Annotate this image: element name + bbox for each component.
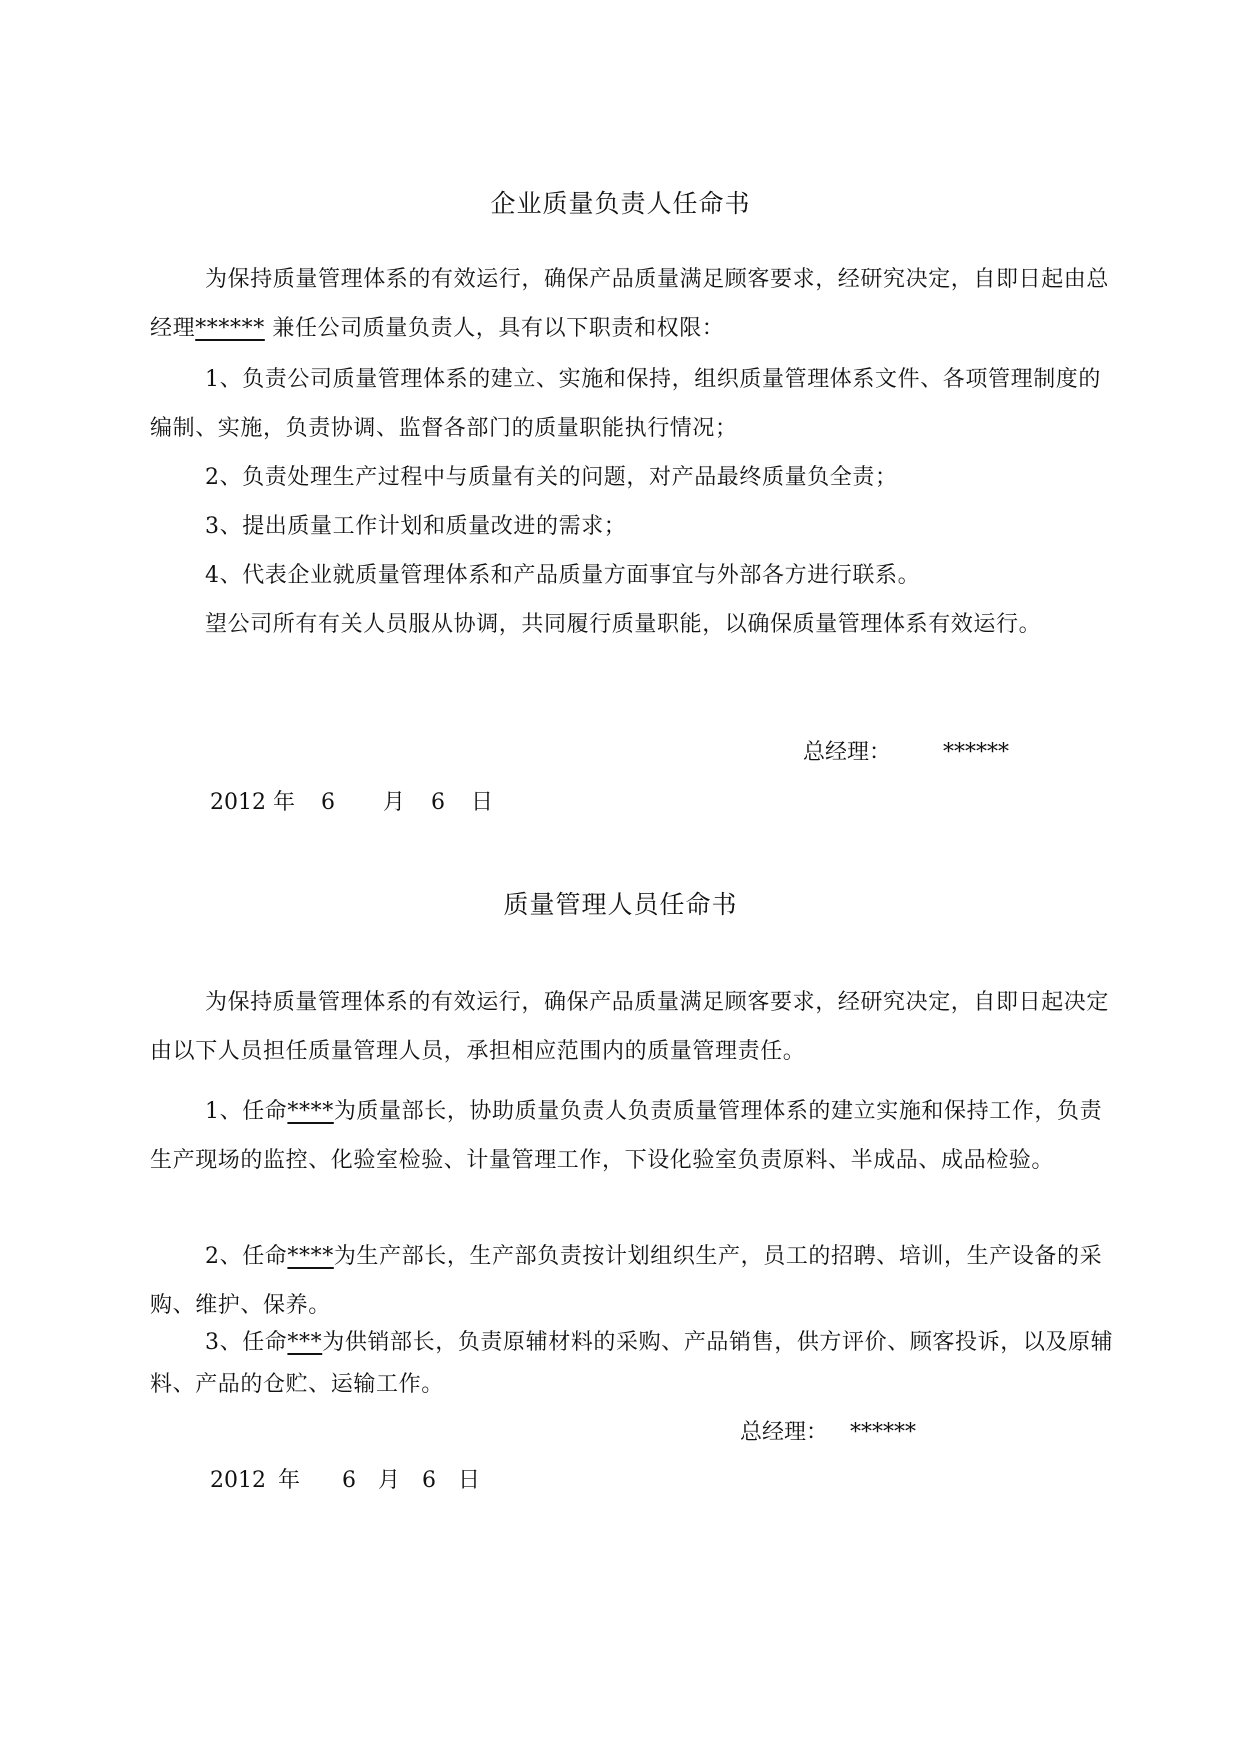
document-title-quality-staff-appointment: 质量管理人员任命书 <box>503 890 738 919</box>
intro-text-a: 为保持质量管理体系的有效运行，确保产品质量满足顾客要求，经研究决定，自即日起由总经理 <box>150 267 1110 341</box>
intro-text-b: 兼任公司质量负责人，具有以下职责和权限： <box>264 316 725 341</box>
item-2-text: 为生产部长，生产部负责按计划组织生产，员工的招聘、培训，生产设备的采购、维护、保养。 <box>150 1244 1103 1318</box>
signature-label-2: 总经理： <box>740 1420 829 1445</box>
duty-item-1: 1、负责公司质量管理体系的建立、实施和保持，组织质量管理体系文件、各项管理制度的编制、实施，负责协调、监督各部门的质量职能执行情况； <box>150 367 1101 441</box>
item-3-prefix: 3、任命 <box>205 1330 288 1355</box>
date-year-2: 2012 <box>210 1468 266 1493</box>
item-2-name: **** <box>287 1244 334 1269</box>
date-year-unit: 年 <box>273 790 296 815</box>
signature-line-2 <box>740 1415 916 1446</box>
date-line <box>210 785 493 816</box>
signature-name: ****** <box>943 740 1010 765</box>
date-year-unit-2: 年 <box>278 1468 301 1493</box>
item-3-text: 为供销部长，负责原辅材料的采购、产品销售，供方评价、顾客投诉，以及原辅料、产品的仓贮、运输工作。 <box>150 1330 1114 1397</box>
date-month-unit: 月 <box>383 790 406 815</box>
item-2-prefix: 2、任命 <box>205 1244 288 1269</box>
signature-name-2: ****** <box>850 1420 917 1445</box>
closing-paragraph: 望公司所有有关人员服从协调，共同履行质量职能，以确保质量管理体系有效运行。 <box>205 612 1042 637</box>
duty-item-4: 4、代表企业就质量管理体系和产品质量方面事宜与外部各方进行联系。 <box>205 563 921 588</box>
date-month: 6 <box>321 790 336 815</box>
appointment-item-2 <box>150 1232 1118 1330</box>
date-day-unit: 日 <box>471 790 494 815</box>
date-month-unit-2: 月 <box>378 1468 401 1493</box>
item-1-text: 为质量部长，协助质量负责人负责质量管理体系的建立实施和保持工作，负责生产现场的监控、化验室检验、计量管理工作，下设化验室负责原料、半成品、成品检验。 <box>150 1099 1103 1173</box>
appointment-item-1 <box>150 1087 1118 1185</box>
date-year: 2012 <box>210 790 266 815</box>
item-3-name: *** <box>287 1330 323 1355</box>
date-day-unit-2: 日 <box>458 1468 481 1493</box>
duty-item-2: 2、负责处理生产过程中与质量有关的问题，对产品最终质量负全责； <box>205 465 898 490</box>
signature-line <box>803 735 1009 766</box>
date-line-2 <box>210 1463 480 1494</box>
intro-paragraph <box>150 255 1118 353</box>
duty-item-3: 3、提出质量工作计划和质量改进的需求； <box>205 514 627 539</box>
intro-paragraph-2: 为保持质量管理体系的有效运行，确保产品质量满足顾客要求，经研究决定，自即日起决定由以下人员担任质量管理人员，承担相应范围内的质量管理责任。 <box>150 990 1110 1064</box>
date-day-2: 6 <box>422 1468 437 1493</box>
item-1-prefix: 1、任命 <box>205 1099 288 1124</box>
date-day: 6 <box>431 790 446 815</box>
appointment-item-3 <box>150 1322 1118 1406</box>
signature-label: 总经理： <box>803 740 892 765</box>
document-title-quality-head-appointment: 企业质量负责人任命书 <box>490 189 751 218</box>
date-month-2: 6 <box>342 1468 357 1493</box>
appointee-name: ****** <box>195 316 265 341</box>
item-1-name: **** <box>287 1099 334 1124</box>
